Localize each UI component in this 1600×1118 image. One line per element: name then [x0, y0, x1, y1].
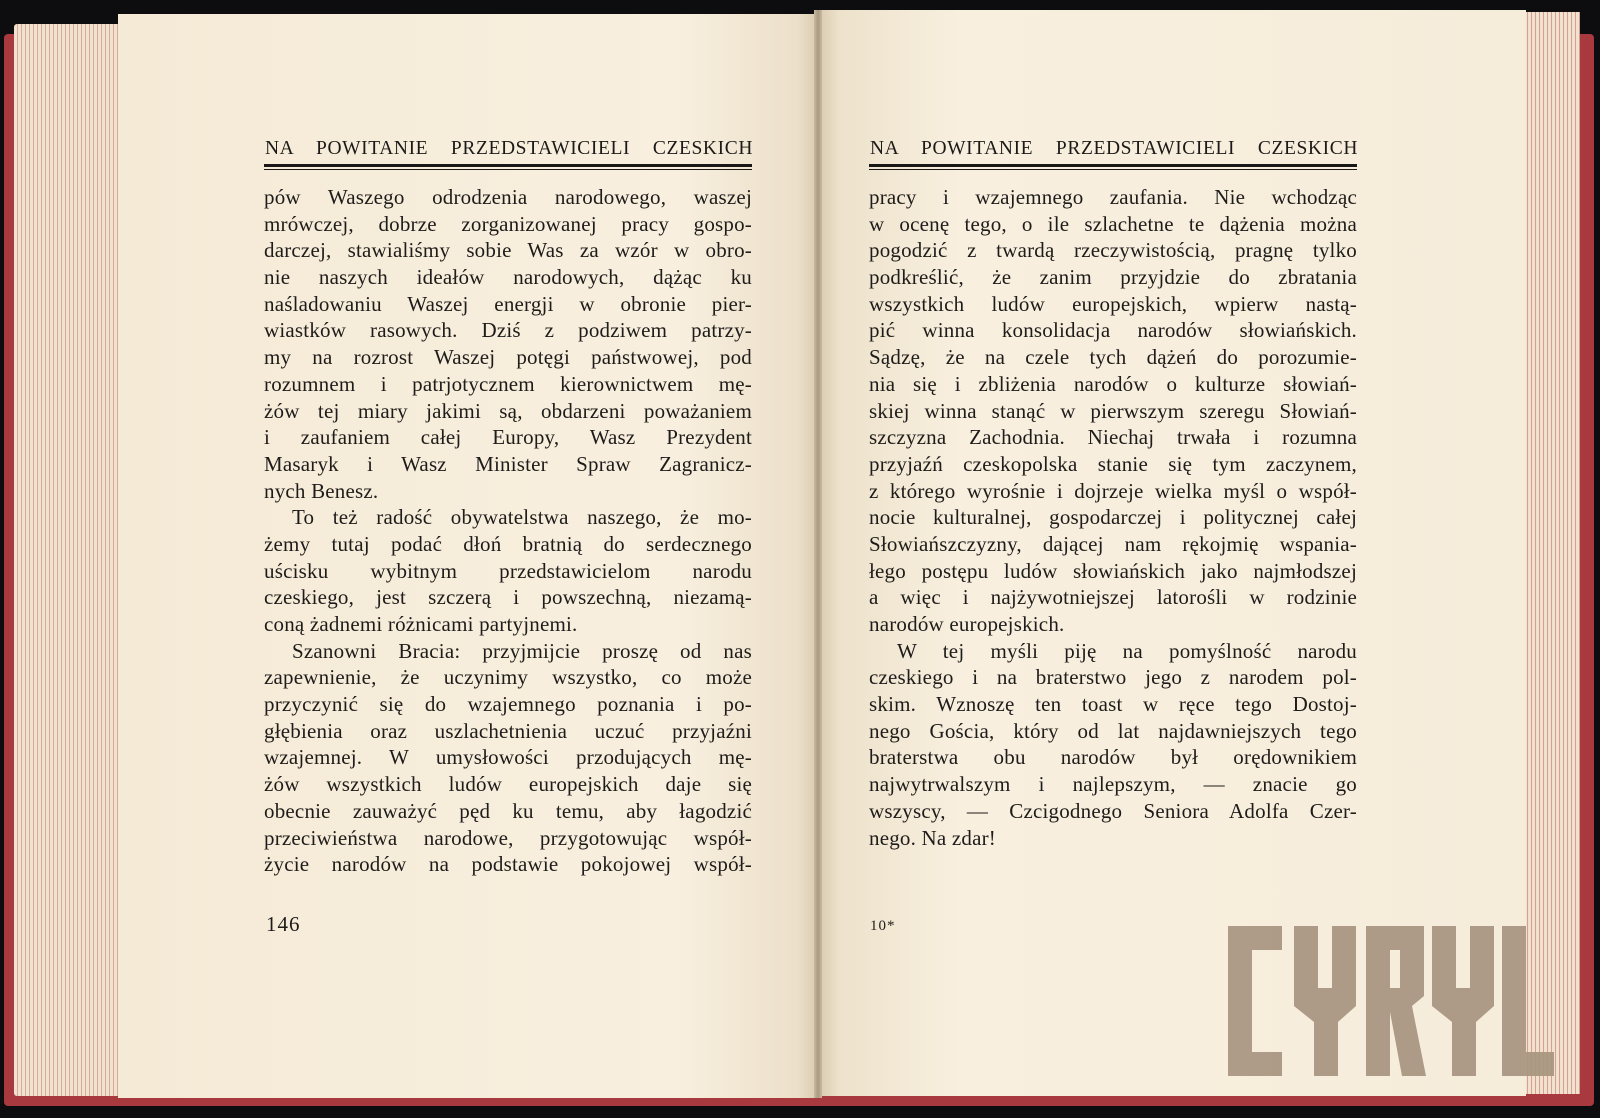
text-line: żów tej miary jakimi są, obdarzeni poważaniem — [264, 398, 752, 423]
text-line: nych Benesz. — [264, 478, 379, 503]
text-line: nia się i zbliżenia narodów o kulturze słowiań- — [869, 371, 1357, 396]
text-line: wzajemnej. W umysłowości przodujących mę- — [264, 745, 752, 770]
text-line: wszyscy, — Czcigodnego Seniora Adolfa Czer- — [869, 798, 1357, 823]
text-line: Masaryk i Wasz Minister Spraw Zagranicz- — [264, 451, 752, 476]
text-line: skiej winna stanąć w pierwszym szeregu Słowiań- — [869, 398, 1357, 423]
text-line: uścisku wybitnym przedstawicielom narodu — [264, 558, 752, 583]
text-line: najwytrwalszym i najlepszym, — znacie go — [869, 772, 1357, 797]
text-line: łego postępu ludów słowiańskich jako najmłodszej — [869, 558, 1357, 583]
text-line: pów Waszego odrodzenia narodowego, waszej — [264, 185, 752, 209]
text-line: To też radość obywatelstwa naszego, że mo- — [292, 505, 752, 530]
text-line: mrówczej, dobrze zorganizowanej pracy gospo- — [264, 211, 752, 236]
left-head-rule — [264, 164, 752, 170]
left-folio: 146 — [266, 912, 301, 936]
text-line: a więc i najżywotniejszej latorośli w rodzinie — [869, 585, 1357, 610]
text-line: żemy tutaj podać dłoń bratnią do serdecznego — [264, 531, 752, 556]
text-line: podkreślić, że zanim przyjdzie do zbratania — [869, 265, 1357, 290]
text-line: nie naszych ideałów narodowych, dążąc ku — [264, 265, 752, 290]
left-body-text — [264, 184, 752, 878]
text-line: coną żadnemi różnicami partyjnemi. — [264, 612, 578, 636]
right-folio: 10* — [870, 918, 896, 934]
text-line: w ocenę tego, o ile szlachetne te dążenia można — [869, 211, 1357, 236]
right-body-text — [869, 184, 1357, 851]
text-line: Sądzę, że na czele tych dążeń do porozumie- — [869, 345, 1357, 370]
text-line: braterstwa obu narodów był orędownikiem — [869, 745, 1357, 770]
page-edges-left — [14, 24, 122, 1096]
book-gutter — [814, 10, 822, 1098]
text-line: głębienia oraz uszlachetnienia uczuć przyjaźni — [264, 718, 752, 743]
text-line: przeciwieństwa narodowe, przygotowując współ- — [264, 825, 752, 850]
text-line: nego. Na zdar! — [869, 825, 996, 850]
right-running-head: NA POWITANIE PRZEDSTAWICIELI CZESKICH — [870, 138, 1358, 159]
text-line: nocie kulturalnej, gospodarczej i politycznej całej — [869, 505, 1357, 530]
text-line: darczej, stawialiśmy sobie Was za wzór w obro- — [264, 238, 752, 263]
cyryl-watermark-logo — [1224, 926, 1558, 1076]
text-line: zapewnienie, że uczynimy wszystko, co może — [264, 665, 752, 690]
text-line: rozumnem i patrjotycznem kierownictwem mę- — [264, 371, 752, 396]
text-line: czeskiego, jest szczerą i powszechną, niezamą- — [264, 585, 752, 610]
text-line: wiastków rasowych. Dziś z podziwem patrzy- — [264, 318, 752, 343]
text-line: życie narodów na podstawie pokojowej współ- — [264, 852, 752, 877]
text-line: przyjaźń czeskopolska stanie się tym zaczynem, — [869, 451, 1357, 476]
text-line: obecnie zauważyć pęd ku temu, aby łagodzić — [264, 798, 752, 823]
text-line: żów wszystkich ludów europejskich daje się — [264, 772, 752, 797]
text-line: przyczynić się do wzajemnego poznania i po- — [264, 692, 752, 717]
text-line: my na rozrost Waszej potęgi państwowej, pod — [264, 345, 752, 370]
text-line: pogodzić z twardą rzeczywistością, pragnę tylko — [869, 238, 1357, 263]
text-line: szczyzna Zachodnia. Niechaj trwała i rozumna — [869, 425, 1357, 450]
text-line: Słowiańszczyzny, dającej nam rękojmię wspania- — [869, 531, 1357, 556]
text-line: W tej myśli piję na pomyślność narodu — [897, 638, 1357, 663]
left-running-head: NA POWITANIE PRZEDSTAWICIELI CZESKICH — [265, 138, 753, 159]
text-line: narodów europejskich. — [869, 612, 1065, 636]
text-line: z którego wyrośnie i dojrzeje wielka myśl o współ- — [869, 478, 1357, 503]
text-line: skim. Wznoszę ten toast w ręce tego Dostoj- — [869, 692, 1357, 717]
text-line: nego Gościa, który od lat najdawniejszych tego — [869, 718, 1357, 743]
text-line: pracy i wzajemnego zaufania. Nie wchodząc — [869, 185, 1357, 209]
text-line: Szanowni Bracia: przyjmijcie proszę od nas — [292, 638, 752, 663]
text-line: pić winna konsolidacja narodów słowiańskich. — [869, 318, 1357, 343]
text-line: naśladowaniu Waszej energji w obronie pier- — [264, 291, 752, 316]
text-line: czeskiego i na braterstwo jego z narodem pol- — [869, 665, 1357, 690]
text-line: i zaufaniem całej Europy, Wasz Prezydent — [264, 425, 752, 450]
text-line: wszystkich ludów europejskich, wpierw nastą- — [869, 291, 1357, 316]
right-head-rule — [869, 164, 1357, 170]
